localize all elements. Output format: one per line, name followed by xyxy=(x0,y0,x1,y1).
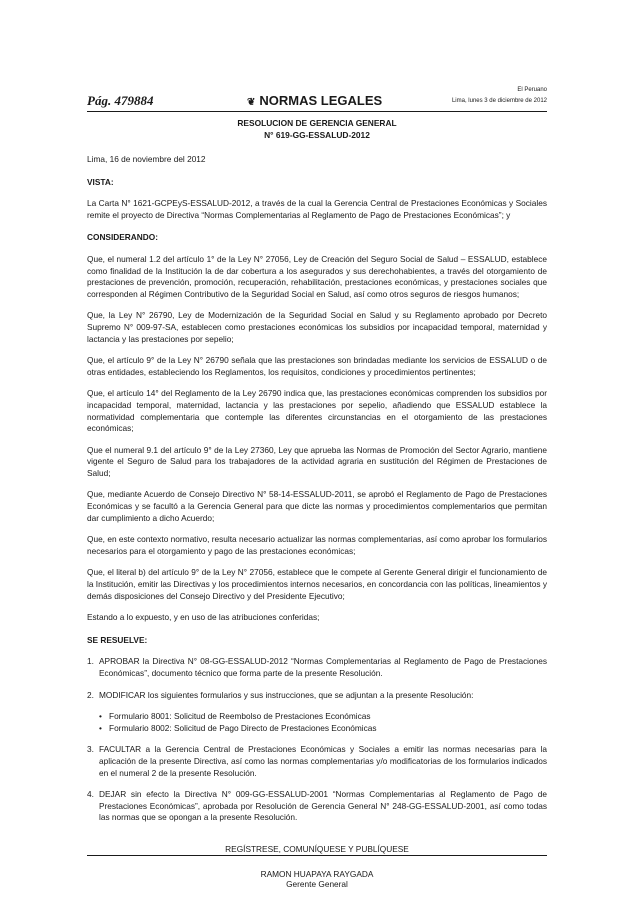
document-page xyxy=(87,0,547,890)
considerando-paragraph: Que, la Ley N° 26790, Ley de Modernización de la Seguridad Social en Salud y su Reglamento aprobado por Decreto Supremo N° 009-97-SA, establecen como prestaciones económicas los subsidios por incapacidad temporal, maternidad y lactancia y las prestaciones por sepelio; xyxy=(87,310,547,344)
article-number: 2. xyxy=(87,689,94,700)
considerando-paragraph: Que, el artículo 14° del Reglamento de la Ley 26790 indica que, las prestaciones económicas comprenden los subsidios por incapacidad temporal, maternidad, lactancia y las prestaciones por sepelio, añadiendo que ESSALUD establece la normatividad complementaria que contemple las diferentes circunstancias en el otorgamiento de las prestaciones económicas; xyxy=(87,388,547,434)
considerando-paragraph: Que, el artículo 9° de la Ley N° 26790 señala que las prestaciones son brindadas mediante los servicios de ESSALUD o de otras entidades, estableciendo los Reglamentos, los requisitos, condiciones y procedimientos pertinentes; xyxy=(87,355,547,377)
section-title-text: NORMAS LEGALES xyxy=(259,93,383,108)
form-name: Formulario 8001: Solicitud de Reembolso de Prestaciones Económicas xyxy=(109,711,371,722)
resolution-article xyxy=(87,789,547,824)
vista-text: La Carta N° 1621-GCPEyS-ESSALUD-2012, a través de la cual la Gerencia Central de Prestaciones Económicas y Sociales remite el proyecto de Directiva “Normas Complementarias al Reglamento de Pago de Prestaciones Económicas”; y xyxy=(87,198,547,220)
considerando-paragraph: Que el numeral 9.1 del artículo 9° de la Ley 27360, Ley que aprueba las Normas de Promoción del Sector Agrario, mantiene vigente el Seguro de Salud para los trabajadores de la actividad agraria en sustitución del Régimen de Prestaciones de Salud; xyxy=(87,444,547,478)
resolution-title xyxy=(87,117,547,141)
article-text: MODIFICAR los siguientes formularios y sus instrucciones, que se adjuntan a la presente Resolución: xyxy=(99,689,474,700)
header-divider xyxy=(87,111,547,112)
article-text: APROBAR la Directiva N° 08-GG-ESSALUD-2012 “Normas Complementarias al Reglamento de Pago de Prestaciones Económicas”, documento técnico que forma parte de la presente Resolución. xyxy=(99,656,547,678)
resuelve-label: SE RESUELVE: xyxy=(87,634,148,645)
resolution-number: N° 619-GG-ESSALUD-2012 xyxy=(264,130,370,140)
resolution-title-line1: RESOLUCION DE GERENCIA GENERAL xyxy=(237,118,397,128)
article-text: DEJAR sin efecto la Directiva N° 009-GG-ESSALUD-2001 “Normas Complementarias al Reglamento de Pago de Prestaciones Económicas”, aprobada por Resolución de Gerencia General N° 248-GG-ESSALUD-2001, así como todas las normas que se opongan a la presente Resolución. xyxy=(99,789,547,823)
crest-icon: ❦ xyxy=(247,97,256,108)
form-name: Formulario 8002: Solicitud de Pago Directo de Prestaciones Económicas xyxy=(109,722,377,733)
considerando-paragraph: Que, en este contexto normativo, resulta necesario actualizar las normas complementarias, así como aprobar los formularios necesarios para el otorgamiento y pago de las prestaciones económicas; xyxy=(87,534,547,556)
considerando-label: CONSIDERANDO: xyxy=(87,232,158,243)
publication-name: El Peruano xyxy=(517,87,547,93)
bullet-icon: • xyxy=(99,711,102,722)
signatory-role: Gerente General xyxy=(286,879,348,890)
page-number: Pág. 479884 xyxy=(87,93,154,108)
place-date: Lima, 16 de noviembre del 2012 xyxy=(87,154,206,164)
considerando-paragraph: Que, el numeral 1.2 del artículo 1° de la Ley N° 27056, Ley de Creación del Seguro Social de Salud – ESSALUD, establece como finalidad de la Institución la de dar cobertura a los asegurados y sus derechohabientes, a través del otorgamiento de prestaciones de prevención, promoción, recuperación, rehabilitación, prestaciones económicas, y prestaciones sociales que corresponden al Régimen Contributivo de la Seguridad Social en Salud, así como otros seguros de riesgos humanos; xyxy=(87,253,547,299)
resolution-article xyxy=(87,656,547,679)
article-text: FACULTAR a la Gerencia Central de Prestaciones Económicas y Sociales a emitir las normas necesarias para la aplicación de la presente Directiva, así como las normas complementarias y/o modificatorias de los formularios indicados en el numeral 2 de la presente Resolución. xyxy=(99,744,547,778)
list-item xyxy=(99,723,547,735)
considerando-paragraph: Estando a lo expuesto, y en uso de las atribuciones conferidas; xyxy=(87,612,320,623)
resolution-article xyxy=(87,690,547,702)
considerando-paragraph: Que, el literal b) del artículo 9° de la Ley N° 27056, establece que le compete al Gerente General dirigir el funcionamiento de la Institución, emitir las Directivas y los procedimientos internos necesarios, en concordancia con las políticas, lineamientos y demás disposiciones del Consejo Directivo y del Presidente Ejecutivo; xyxy=(87,567,547,601)
signatory-name: RAMON HUAPAYA RAYGADA xyxy=(260,868,374,879)
considerando-paragraph: Que, mediante Acuerdo de Consejo Directivo N° 58-14-ESSALUD-2011, se aprobó el Reglamento de Pago de Prestaciones Económicas y se facultó a la Gerencia General para que dicte las normas y procedimientos complementarios que permitan dar cumplimiento a dicho Acuerdo; xyxy=(87,489,547,523)
page-header xyxy=(87,0,547,116)
section-title xyxy=(247,93,382,108)
closing-formula: REGÍSTRESE, COMUNÍQUESE Y PUBLÍQUESE xyxy=(225,843,409,854)
signature-block xyxy=(87,869,547,890)
vista-label: VISTA: xyxy=(87,176,114,187)
list-item xyxy=(99,711,547,723)
publication-date: Lima, lunes 3 de diciembre de 2012 xyxy=(451,98,547,104)
article-number: 3. xyxy=(87,744,94,755)
article-number: 4. xyxy=(87,789,94,800)
forms-list xyxy=(87,711,547,734)
article-number: 1. xyxy=(87,656,94,667)
resolution-article xyxy=(87,744,547,779)
footer-divider xyxy=(87,855,547,856)
bullet-icon: • xyxy=(99,722,102,733)
